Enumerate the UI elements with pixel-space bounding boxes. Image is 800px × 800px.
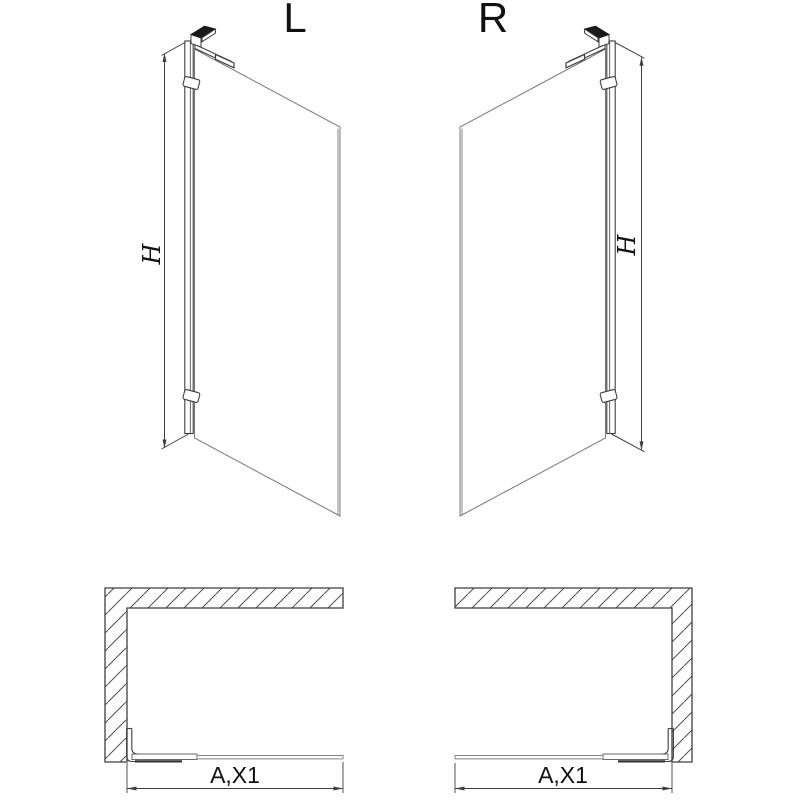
- arrowhead-left: [455, 787, 465, 791]
- glass-panel-plan: [455, 756, 603, 759]
- arrowhead-right: [334, 787, 344, 791]
- glass-holder-plan: [603, 754, 668, 760]
- arrowhead-up: [640, 57, 644, 66]
- wall-profile: [185, 41, 193, 434]
- arrowhead-right: [663, 787, 673, 791]
- height-dim-label-left: H: [138, 243, 166, 265]
- wall-section-hatched: [105, 588, 343, 762]
- panel-3d-view-right: [460, 26, 645, 516]
- wall-section-hatched: [455, 588, 692, 762]
- glass-panel-plan: [197, 756, 343, 759]
- height-dim-label-right: H: [613, 234, 641, 256]
- glass-panel: [460, 49, 606, 516]
- version-label-left: L: [283, 0, 307, 41]
- glass-panel: [195, 49, 341, 516]
- glass-holder-plan: [132, 754, 197, 760]
- panel-3d-view-left: [162, 26, 341, 516]
- arrowhead-left: [127, 787, 137, 791]
- arrowhead-down: [163, 440, 167, 449]
- version-label-right: R: [477, 0, 509, 41]
- width-dim-label-left: A,X1: [210, 762, 260, 788]
- width-dim-label-right: A,X1: [538, 762, 588, 788]
